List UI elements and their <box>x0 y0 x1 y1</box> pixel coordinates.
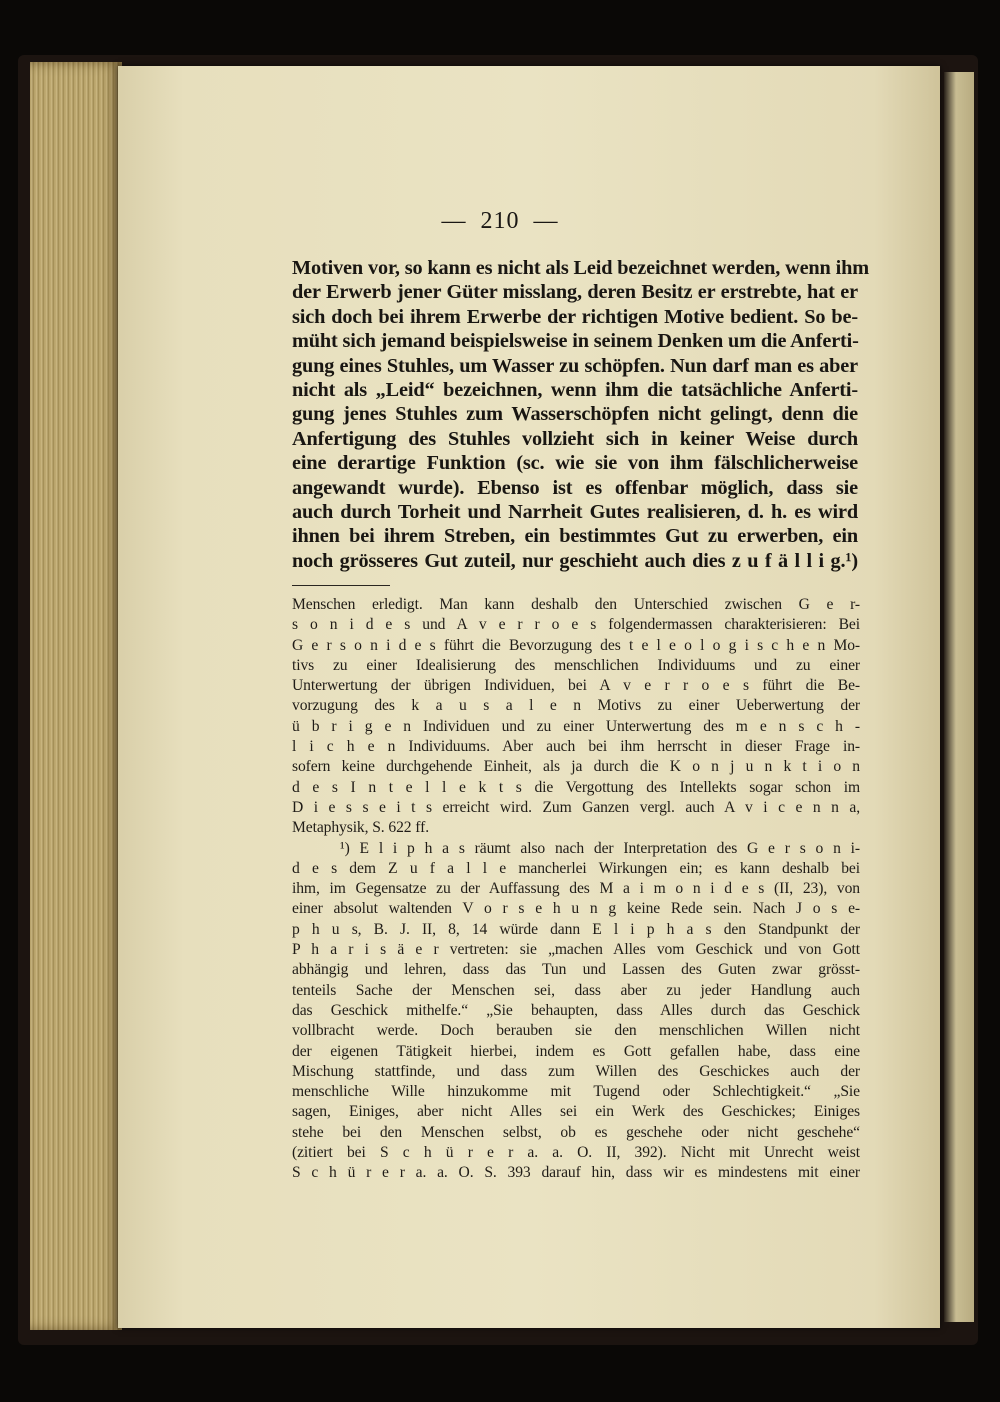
body-line: Anfertigung des Stuhles vollzieht sich in keiner Weise durch <box>292 427 858 450</box>
footnote-line: p h u s, B. J. II, 8, 14 würde dann E l i p h a s den Standpunkt der <box>292 920 860 938</box>
footnote-line: d e s dem Z u f a l l e mancherlei Wirkungen ein; es kann deshalb bei <box>292 859 860 877</box>
body-line: ihnen bei ihrem Streben, ein bestimmtes Gut zu erwerben, ein <box>292 525 858 548</box>
page-number: 210 <box>480 208 520 234</box>
body-line: eine derartige Funktion (sc. wie sie von ihm fälschlicherweise <box>292 452 858 475</box>
footnote-line: tivs zu einer Idealisierung des menschlichen Individuums und zu einer <box>292 656 860 674</box>
footnote-line: d e s I n t e l l e k t s die Vergottung des Intellekts sogar schon im <box>292 778 860 796</box>
footnote-block <box>292 595 860 1184</box>
footnote-line: einer absolut waltenden V o r s e h u n g keine Rede sein. Nach J o s e- <box>292 900 860 918</box>
footnote-line: Menschen erledigt. Man kann deshalb den Unterschied zwischen G e r- <box>292 596 860 613</box>
body-line: nicht als „Leid“ bezeichnen, wenn ihm die tatsächliche Anferti- <box>292 379 858 402</box>
footnote-line: l i c h e n Individuums. Aber auch bei ihm herrscht in dieser Frage in- <box>292 738 860 756</box>
page-number-header <box>0 208 1000 235</box>
stacked-page-edges <box>30 62 122 1330</box>
footnote-line: sofern keine durchgehende Einheit, als ja durch die K o n j u n k t i o n <box>292 758 860 776</box>
body-line: gung jenes Stuhles zum Wasserschöpfen nicht gelingt, denn die <box>292 403 858 426</box>
footnote-line: (zitiert bei S c h ü r e r a. a. O. II, 392). Nicht mit Unrecht weist <box>292 1144 860 1162</box>
footnote-line: ¹) E l i p h a s räumt also nach der Interpretation des G e r s o n i- <box>340 839 860 857</box>
footnote-line: ihm, im Gegensatze zu der Auffassung des M a i m o n i d e s (II, 23), von <box>292 880 860 898</box>
footnote-line: Mischung stattfinde, und dass zum Willen des Geschickes auch der <box>292 1062 860 1080</box>
footnote-line: P h a r i s ä e r vertreten: sie „machen Alles vom Geschick und von Gott <box>292 941 860 959</box>
body-line: angewandt wurde). Ebenso ist es offenbar möglich, dass sie <box>292 476 858 499</box>
footnote-line: sagen, Einiges, aber nicht Alles sei ein Werk des Geschickes; Einiges <box>292 1103 860 1121</box>
footnote-line: menschliche Wille hinzukomme mit Tugend oder Schlechtigkeit.“ „Sie <box>292 1083 860 1101</box>
main-text-block <box>292 256 869 573</box>
body-line: der Erwerb jener Güter misslang, deren Besitz er erstrebte, hat er <box>292 281 858 304</box>
footnote-line: vollbracht werde. Doch berauben sie den menschlichen Willen nicht <box>292 1022 860 1040</box>
body-line: müht sich jemand beispielsweise in seinem Denken um die Anferti- <box>292 330 859 353</box>
body-line: Motiven vor, so kann es nicht als Leid bezeichnet werden, wenn ihm <box>292 257 869 279</box>
footnote-separator-rule <box>292 585 390 586</box>
footnote-line: tenteils Sache der Menschen sei, dass aber zu jeder Handlung auch <box>292 981 860 999</box>
footnote-line: ü b r i g e n Individuen und zu einer Unterwertung des m e n s c h - <box>292 717 860 735</box>
footnote-line: der eigenen Tätigkeit hierbei, indem es Gott gefallen habe, dass eine <box>292 1042 860 1060</box>
header-dash-left: — <box>441 208 467 234</box>
footnote-line: vorzugung des k a u s a l e n Motivs zu einer Ueberwertung der <box>292 697 860 715</box>
body-line: gung eines Stuhles, um Wasser zu schöpfen. Nun darf man es aber <box>292 354 858 377</box>
body-line: auch durch Torheit und Narrheit Gutes realisieren, d. h. es wird <box>292 501 858 524</box>
footnote-line: das Geschick mithelfe.“ „Sie behaupten, dass Alles durch das Geschick <box>292 1001 860 1019</box>
footnote-line: G e r s o n i d e s führt die Bevorzugung des t e l e o l o g i s c h e n Mo- <box>292 636 860 654</box>
footnote-line: s o n i d e s und A v e r r o e s folgendermassen charakterisieren: Bei <box>292 616 860 634</box>
footnote-line: D i e s s e i t s erreicht wird. Zum Ganzen vergl. auch A v i c e n n a, <box>292 798 860 816</box>
header-dash-right: — <box>533 208 559 234</box>
footnote-line: Unterwertung der übrigen Individuen, bei A v e r r o e s führt die Be- <box>292 677 860 695</box>
footnote-line: Metaphysik, S. 622 ff. <box>292 819 429 837</box>
footnote-line: S c h ü r e r a. a. O. S. 393 darauf hin, dass wir es mindestens mit einer <box>292 1164 860 1182</box>
body-line: sich doch bei ihrem Erwerbe der richtigen Motive bedient. So be- <box>292 305 858 328</box>
footnote-line: abhängig und lehren, dass das Tun und Lassen des Guten zwar grösst- <box>292 961 860 979</box>
facing-page-edge <box>944 72 974 1322</box>
footnote-line: stehe bei den Menschen selbst, ob es geschehe oder nicht geschehe“ <box>292 1123 860 1141</box>
body-line: noch grösseres Gut zuteil, nur geschieht auch dies z u f ä l l i g.¹) <box>292 549 858 572</box>
